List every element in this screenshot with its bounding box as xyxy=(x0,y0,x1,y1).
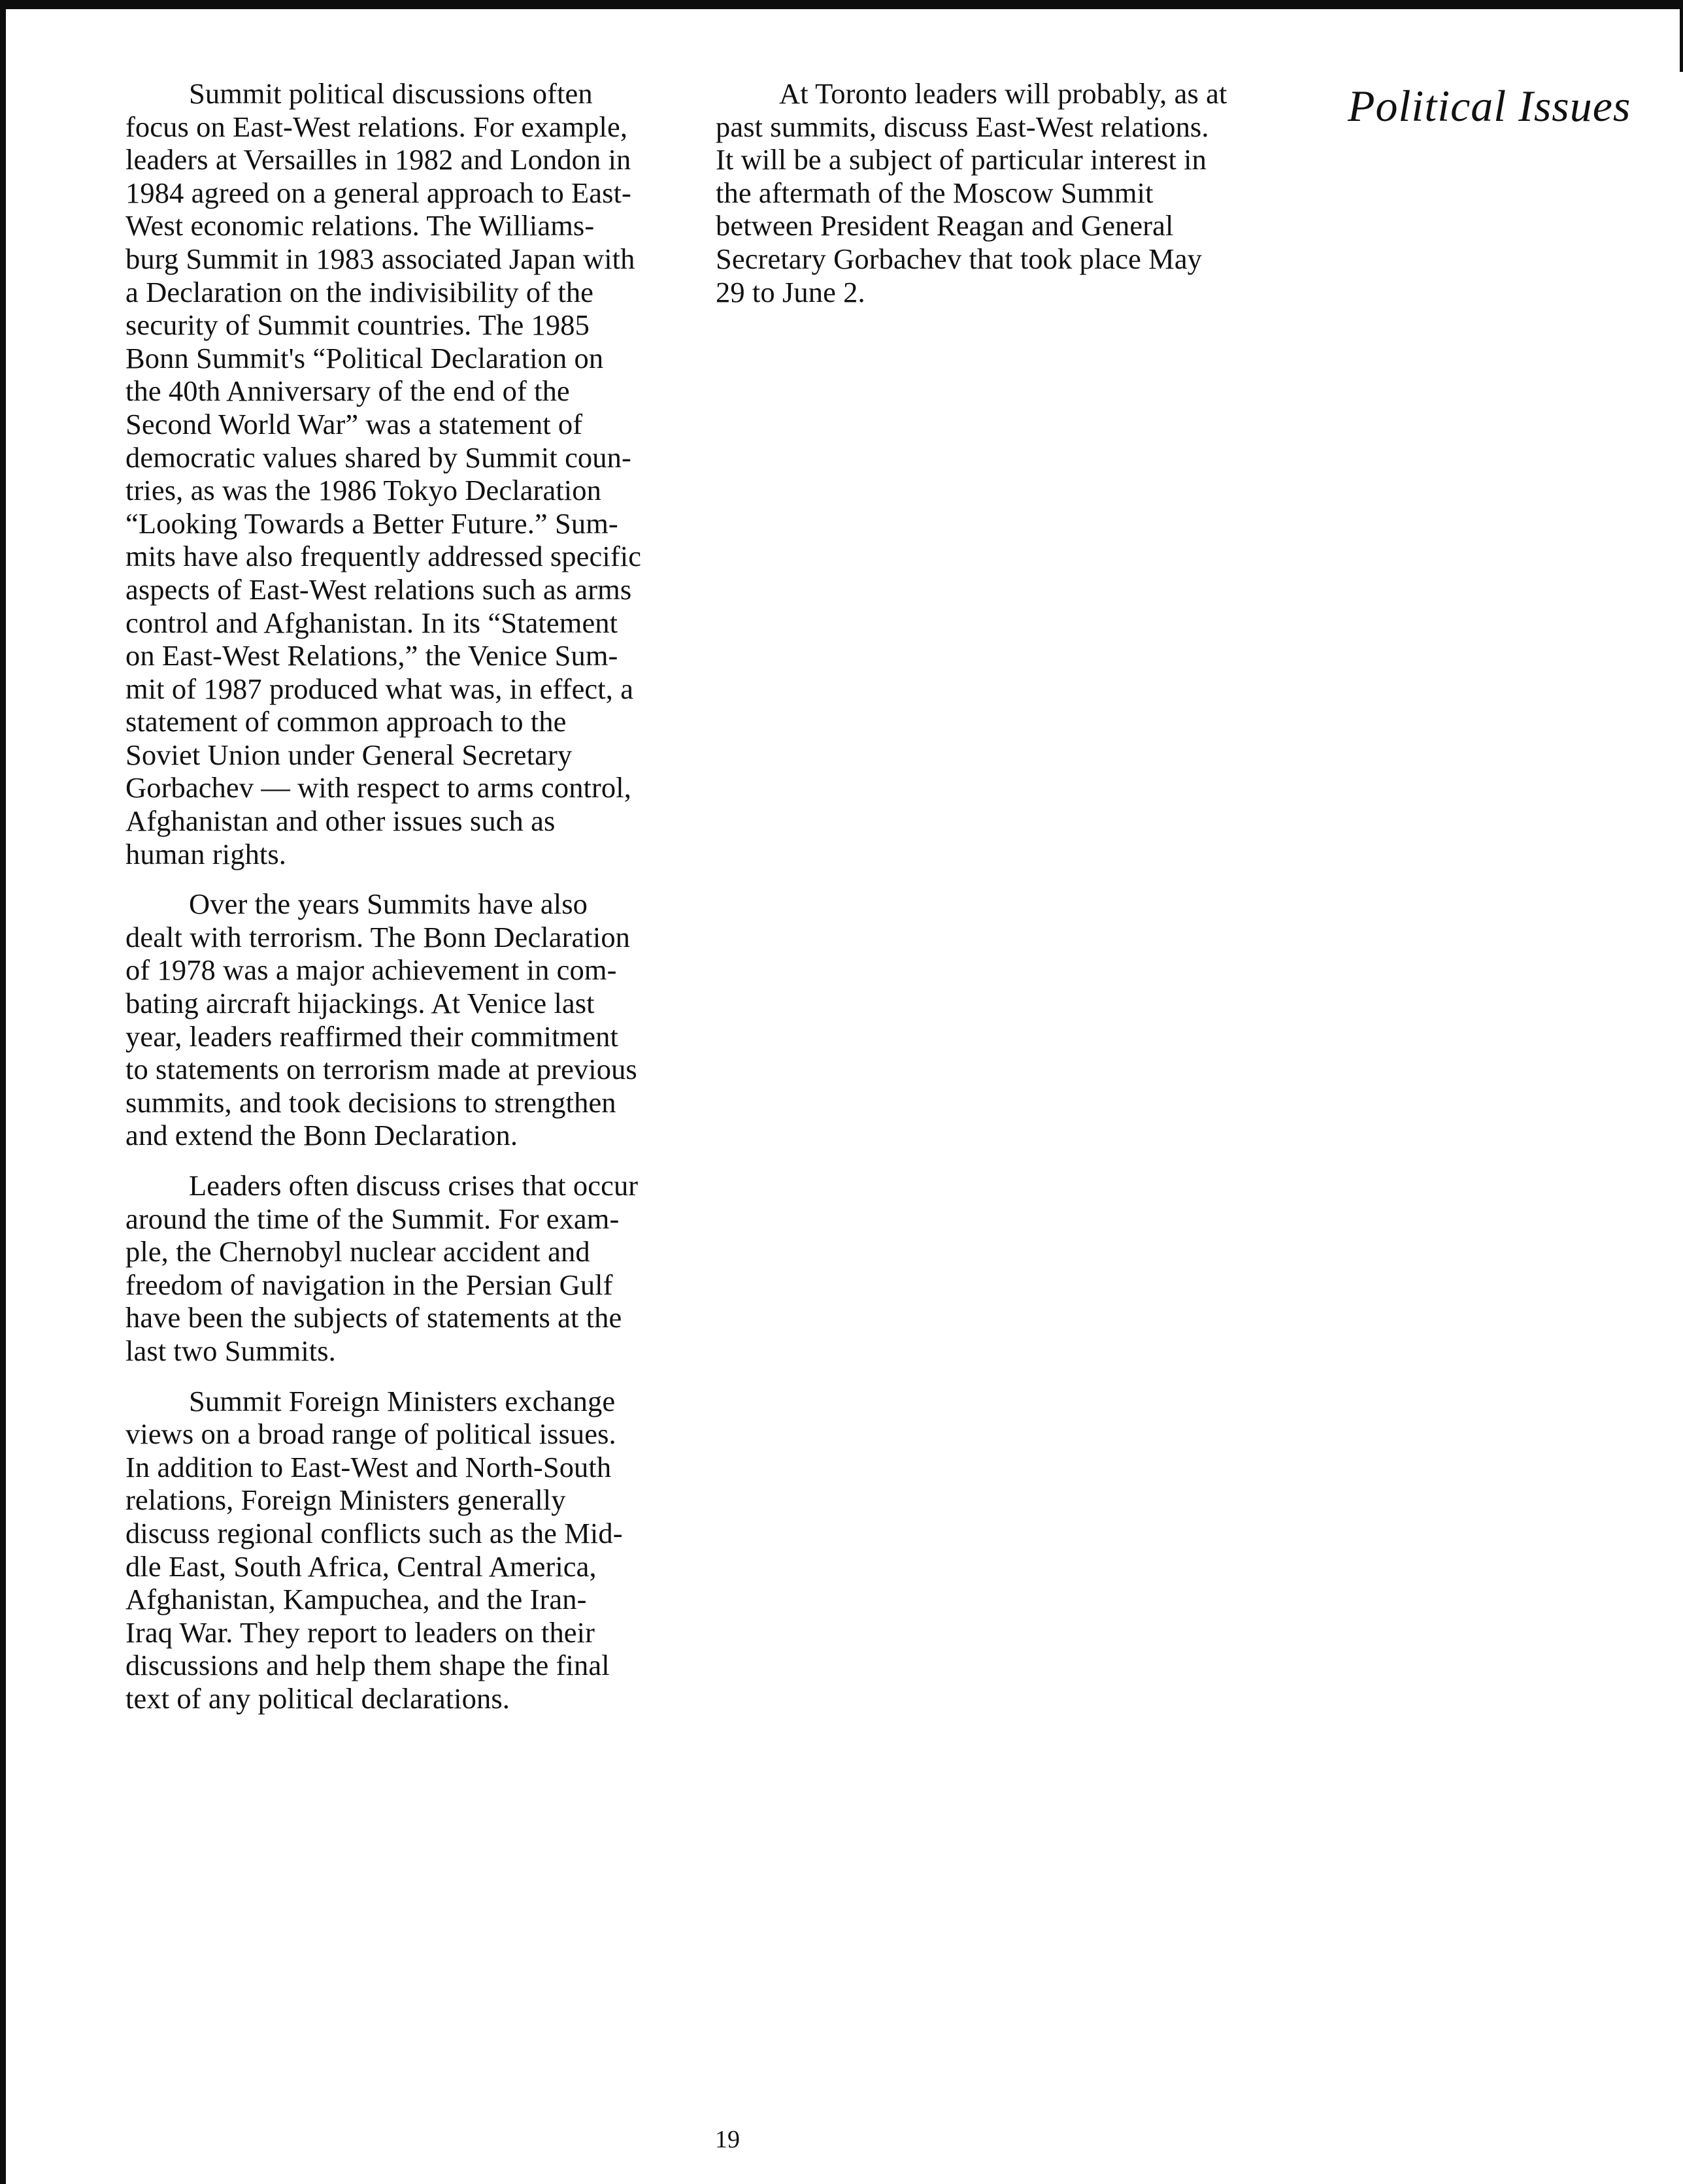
text-line: freedom of navigation in the Persian Gulf xyxy=(125,1268,613,1301)
text-line: Secretary Gorbachev that took place May xyxy=(716,242,1203,275)
text-line: human rights. xyxy=(125,837,287,870)
text-line: tries, as was the 1986 Tokyo Declaration xyxy=(125,474,601,507)
page-number: 19 xyxy=(715,2126,740,2153)
text-line: Afghanistan, Kampuchea, and the Iran- xyxy=(125,1583,587,1616)
text-line: Soviet Union under General Secretary xyxy=(125,738,573,771)
left-text-column xyxy=(125,77,701,1732)
text-line: statement of common approach to the xyxy=(125,705,567,738)
text-line: Iraq War. They report to leaders on their xyxy=(125,1615,595,1649)
text-line: focus on East-West relations. For example, xyxy=(125,110,628,143)
text-line: of 1978 was a major achievement in com- xyxy=(125,953,617,987)
text-line: discussions and help them shape the final xyxy=(125,1649,610,1682)
text-line: relations, Foreign Ministers generally xyxy=(125,1483,566,1517)
text-line: dealt with terrorism. The Bonn Declaration xyxy=(125,920,631,953)
text-line: views on a broad range of political issues. xyxy=(125,1417,616,1451)
text-line: democratic values shared by Summit coun- xyxy=(125,440,631,474)
text-line: Afghanistan and other issues such as xyxy=(125,804,556,838)
text-line: Bonn Summit's “Political Declaration on xyxy=(125,341,604,374)
text-line: to statements on terrorism made at previous xyxy=(125,1053,637,1086)
text-line: mits have also frequently addressed specific xyxy=(125,540,642,573)
paragraph xyxy=(125,1169,701,1368)
text-line: At Toronto leaders will probably, as at xyxy=(779,77,1227,110)
text-line: Second World War” was a statement of xyxy=(125,407,583,440)
text-line: Leaders often discuss crises that occur xyxy=(189,1169,639,1202)
text-line: Summit Foreign Ministers exchange xyxy=(189,1384,616,1417)
text-line: around the time of the Summit. For exam- xyxy=(125,1202,620,1235)
paragraph xyxy=(125,1385,701,1715)
text-line: Gorbachev — with respect to arms control, xyxy=(125,771,631,804)
text-line: year, leaders reaffirmed their commitment xyxy=(125,1019,618,1053)
text-line: In addition to East-West and North-South xyxy=(125,1450,612,1483)
text-line: West economic relations. The Williams- xyxy=(125,209,595,242)
text-line: last two Summits. xyxy=(125,1334,336,1367)
text-line: the 40th Anniversary of the end of the xyxy=(125,374,570,408)
paragraph xyxy=(125,77,701,870)
scan-border-left xyxy=(0,0,6,2184)
text-line: text of any political declarations. xyxy=(125,1681,510,1715)
text-line: Summit political discussions often xyxy=(189,77,593,110)
text-line: on East-West Relations,” the Venice Sum- xyxy=(125,639,618,672)
text-line: dle East, South Africa, Central America, xyxy=(125,1549,597,1583)
text-line: “Looking Towards a Better Future.” Sum- xyxy=(125,506,618,540)
scan-border-top xyxy=(0,0,1683,9)
text-line: past summits, discuss East-West relations. xyxy=(716,110,1209,143)
paragraph xyxy=(125,887,701,1152)
text-line: security of Summit countries. The 1985 xyxy=(125,308,590,342)
text-line: 29 to June 2. xyxy=(716,275,865,308)
right-text-column xyxy=(716,77,1291,325)
text-line: 1984 agreed on a general approach to East- xyxy=(125,176,631,209)
text-line: It will be a subject of particular interest in xyxy=(716,143,1207,176)
text-line: aspects of East-West relations such as arms xyxy=(125,572,632,606)
text-line: control and Afghanistan. In its “Statement xyxy=(125,606,618,639)
scan-border-right xyxy=(1680,0,1683,72)
text-line: have been the subjects of statements at the xyxy=(125,1301,622,1334)
text-line: a Declaration on the indivisibility of the xyxy=(125,275,594,308)
paragraph xyxy=(716,77,1291,308)
section-heading: Political Issues xyxy=(1348,81,1631,131)
text-line: between President Reagan and General xyxy=(716,209,1174,242)
text-line: discuss regional conflicts such as the Mid- xyxy=(125,1516,623,1549)
text-line: summits, and took decisions to strengthen xyxy=(125,1085,616,1119)
text-line: bating aircraft hijackings. At Venice last xyxy=(125,987,595,1020)
text-line: ple, the Chernobyl nuclear accident and xyxy=(125,1235,590,1268)
text-line: Over the years Summits have also xyxy=(189,887,588,921)
text-line: burg Summit in 1983 associated Japan with xyxy=(125,242,635,275)
text-line: and extend the Bonn Declaration. xyxy=(125,1119,518,1152)
text-line: mit of 1987 produced what was, in effect, a xyxy=(125,672,634,705)
text-line: the aftermath of the Moscow Summit xyxy=(716,176,1154,209)
text-line: leaders at Versailles in 1982 and London in xyxy=(125,143,631,176)
